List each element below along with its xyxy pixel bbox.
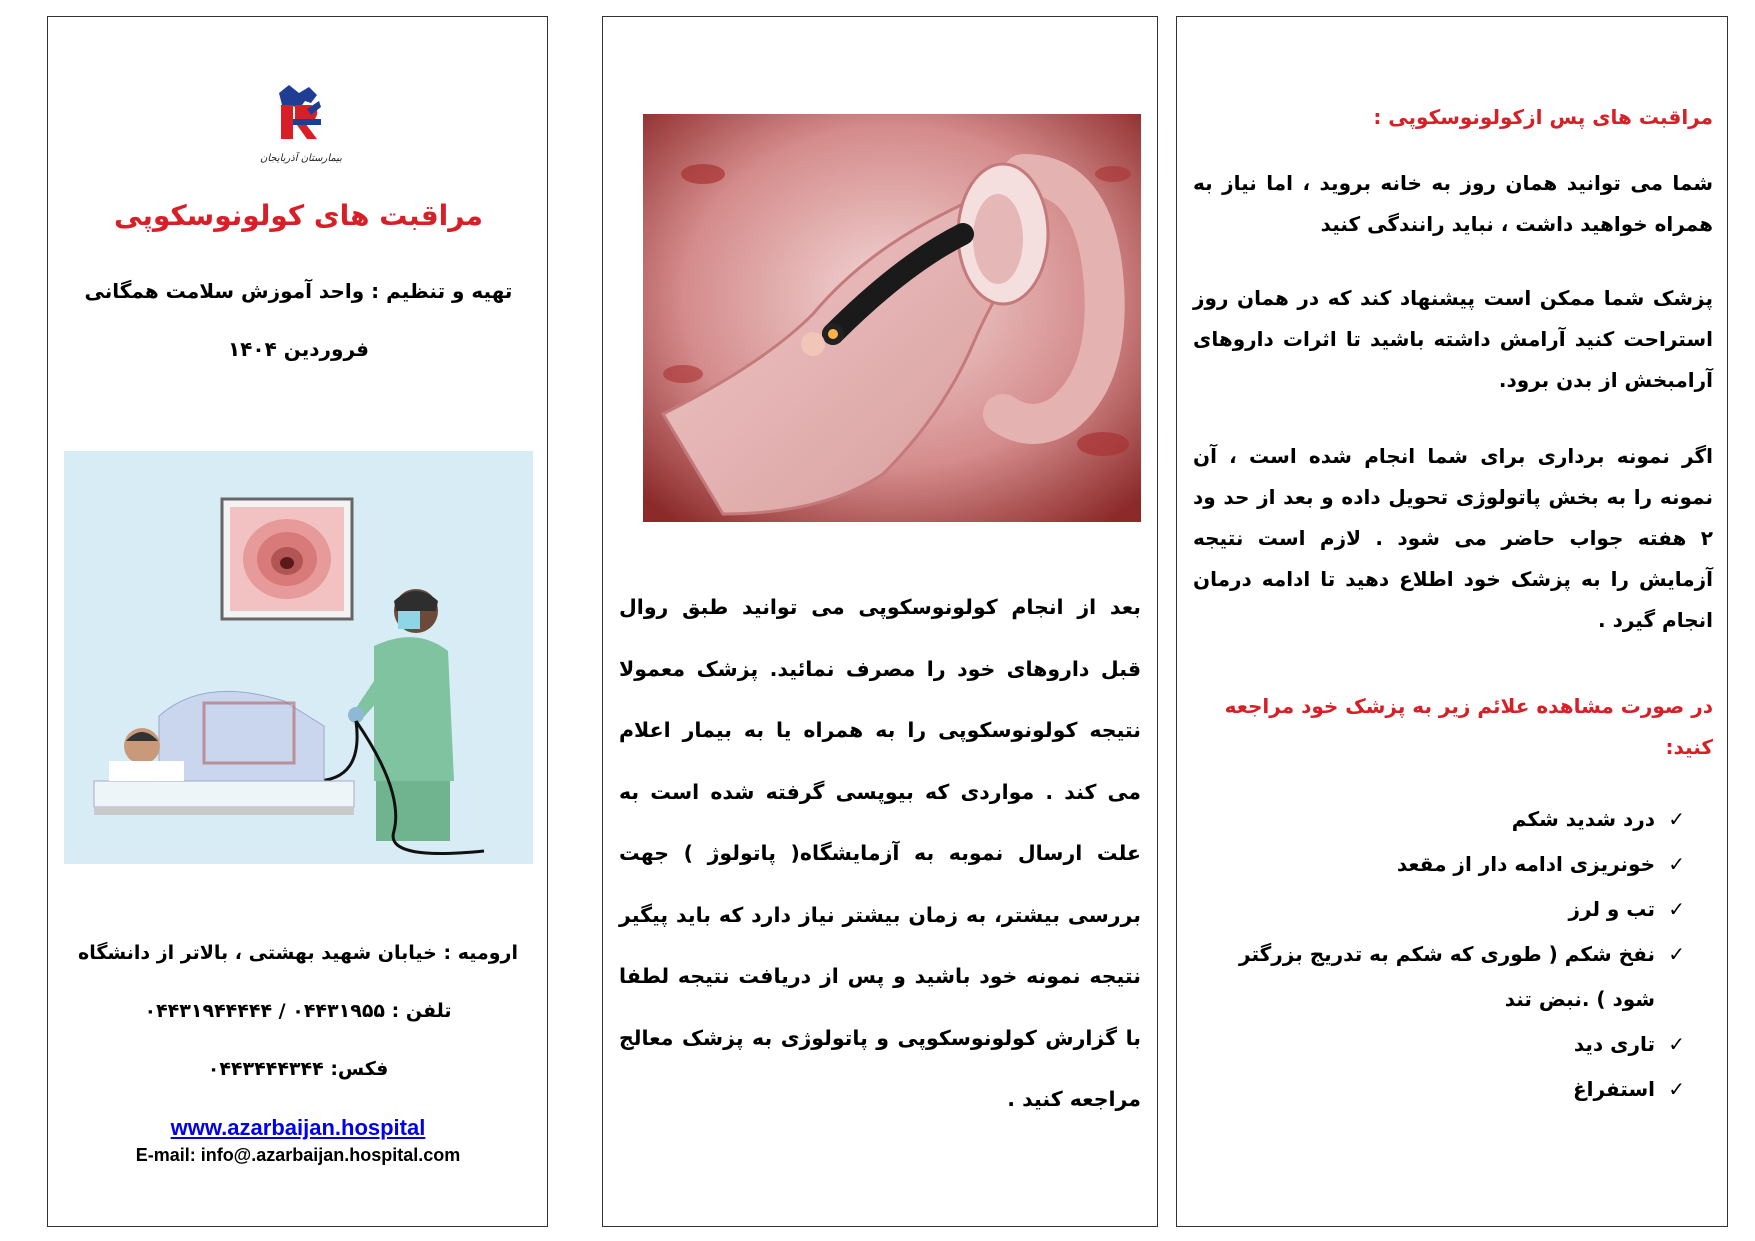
symptom-text: نفخ شکم ( طوری که شکم به تدریج بزرگتر شود ) .نبض تند bbox=[1239, 942, 1655, 1011]
list-item bbox=[1193, 842, 1693, 887]
address: ارومیه : خیابان شهید بهشتی ، بالاتر از دانشگاه bbox=[77, 942, 518, 964]
symptom-text: استفراغ bbox=[1572, 1077, 1655, 1101]
email: E-mail: info@.azarbaijan.hospital.com bbox=[135, 1145, 461, 1165]
post-care-paragraph-3: اگر نمونه برداری برای شما انجام شده است ، آن نمونه را به بخش پاتولوژی تحویل داده و بعد از حد ود ۲ هفته جواب حاضر می شود . لازم است نتیجه آزمایش را به پزشک خود اطلاع دهید تا ادامه درمان انجام گیرد . bbox=[1193, 444, 1713, 632]
list-item bbox=[1193, 1067, 1693, 1112]
post-care-paragraph-1: شما می توانید همان روز به خانه بروید ، اما نیاز به همراه خواهید داشت ، نباید رانندگی کنید bbox=[1193, 171, 1713, 236]
list-item bbox=[1193, 797, 1693, 842]
website bbox=[68, 1115, 528, 1141]
hospital-logo bbox=[251, 75, 351, 175]
symptom-text: تب و لرز bbox=[1568, 897, 1655, 921]
list-item bbox=[1193, 932, 1693, 1022]
panel-cover bbox=[47, 16, 548, 1227]
panel-post-care bbox=[1176, 16, 1728, 1227]
check-icon: ✓ bbox=[1668, 1032, 1685, 1056]
check-icon: ✓ bbox=[1668, 897, 1685, 921]
hospital-logo-icon bbox=[251, 75, 351, 175]
check-icon: ✓ bbox=[1668, 1077, 1685, 1101]
post-care-paragraph-2: پزشک شما ممکن است پیشنهاد کند که در همان روز استراحت کنید آرامش داشته باشید تا اثرات داروهای آرامبخش از بدن برود. bbox=[1193, 286, 1713, 392]
check-icon: ✓ bbox=[1668, 942, 1685, 966]
logo-caption: بیمارستان آذربایجان bbox=[260, 153, 342, 164]
symptom-list bbox=[1193, 797, 1693, 1112]
list-item bbox=[1193, 1022, 1693, 1067]
warning-heading: در صورت مشاهده علائم زیر به پزشک خود مراجعه کنید: bbox=[1224, 694, 1713, 759]
publish-date: فروردین ۱۴۰۴ bbox=[227, 337, 370, 361]
fax-number: فکس: ۰۴۴۳۴۴۴۳۴۴ bbox=[207, 1058, 389, 1080]
colon-endoscope-illustration bbox=[643, 114, 1141, 522]
symptom-text: تاری دید bbox=[1573, 1032, 1655, 1056]
colonoscopy-procedure-illustration bbox=[64, 451, 533, 864]
list-item bbox=[1193, 887, 1693, 932]
check-icon: ✓ bbox=[1668, 807, 1685, 831]
symptom-text: درد شدید شکم bbox=[1511, 807, 1655, 831]
symptom-text: خونریزی ادامه دار از مقعد bbox=[1396, 852, 1655, 876]
post-care-heading: مراقبت های پس ازکولونوسکوپی : bbox=[1373, 105, 1713, 129]
panel-after-procedure bbox=[602, 16, 1158, 1227]
after-colonoscopy-paragraph: بعد از انجام کولونوسکوپی می توانید طبق روال قبل داروهای خود را مصرف نمائید. پزشک معمولا نتیجه کولونوسکوپی را به همراه یا به بیمار اعلام می کند . مواردی که بیوپسی گرفته شده است به علت ارسال نموبه به آزمایشگاه( پاتولوژ ) جهت بررسی بیشتر، به زمان بیشتر نیاز دارد که باید پیگیر نتیجه نمونه خود باشید و پس از دریافت نتیجه لطفا با گزارش کولونوسکوپی و پاتولوژی به پزشک معالج مراجعه کنید . bbox=[619, 595, 1141, 1111]
phone-number: تلفن : ۰۴۴۳۱۹۵۵ / ۰۴۴۳۱۹۴۴۴۴۴ bbox=[144, 1000, 452, 1022]
prepared-by: تهیه و تنظیم : واحد آموزش سلامت همگانی bbox=[84, 279, 513, 303]
brochure-title: مراقبت های کولونوسکوپی bbox=[113, 199, 484, 232]
check-icon: ✓ bbox=[1668, 852, 1685, 876]
website-link[interactable]: www.azarbaijan.hospital bbox=[170, 1115, 426, 1140]
